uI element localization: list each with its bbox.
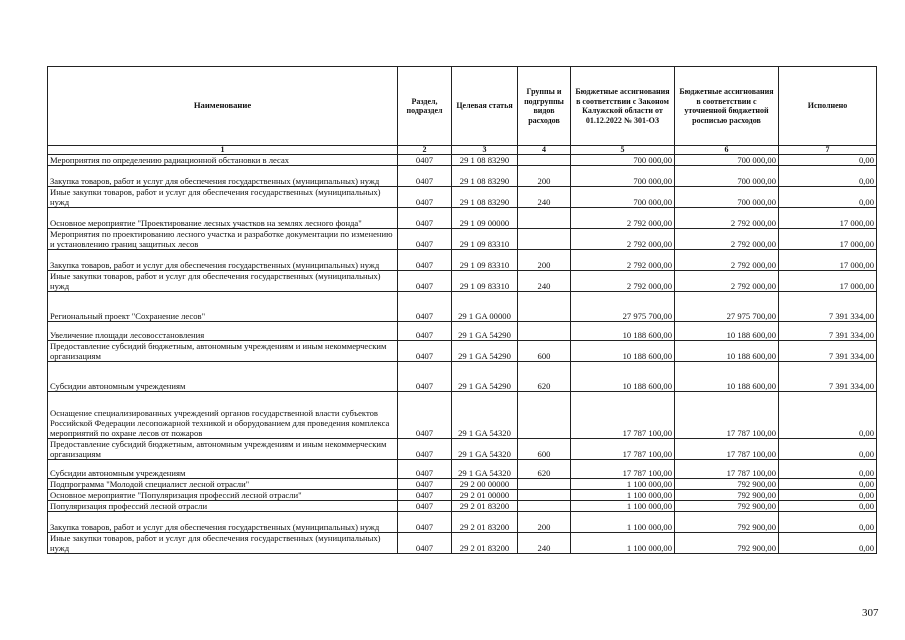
column-number: 5 (571, 146, 675, 155)
row-group (518, 208, 571, 229)
row-law-amount: 2 792 000,00 (571, 250, 675, 271)
header-section: Раздел, подраздел (398, 67, 452, 146)
row-schedule-amount: 792 900,00 (675, 501, 779, 512)
row-group (518, 501, 571, 512)
table-row (48, 166, 877, 187)
row-group: 620 (518, 362, 571, 392)
table-row (48, 155, 877, 166)
row-article: 29 1 GA 54290 (452, 322, 518, 341)
row-name: Оснащение специализированных учреждений органов государственной власти субъектов Российской Федерации лесопожарной техникой и оборудованием для проведения комплекса мероприятий по охране лесов от пожаров (48, 392, 398, 439)
table-row (48, 490, 877, 501)
row-section: 0407 (398, 292, 452, 322)
table-row (48, 292, 877, 322)
row-law-amount: 1 100 000,00 (571, 512, 675, 533)
row-section: 0407 (398, 362, 452, 392)
row-section: 0407 (398, 187, 452, 208)
row-law-amount: 2 792 000,00 (571, 271, 675, 292)
row-article: 29 1 09 00000 (452, 208, 518, 229)
row-article: 29 1 08 83290 (452, 166, 518, 187)
page-number: 307 (862, 607, 879, 619)
row-law-amount: 700 000,00 (571, 155, 675, 166)
row-name: Иные закупки товаров, работ и услуг для обеспечения государственных (муниципальных) нужд (48, 187, 398, 208)
row-schedule-amount: 2 792 000,00 (675, 208, 779, 229)
row-article: 29 1 08 83290 (452, 187, 518, 208)
row-law-amount: 10 188 600,00 (571, 322, 675, 341)
row-law-amount: 17 787 100,00 (571, 460, 675, 479)
row-article: 29 2 01 83200 (452, 512, 518, 533)
column-number: 1 (48, 146, 398, 155)
row-executed-amount: 17 000,00 (779, 250, 877, 271)
header-article: Целевая статья (452, 67, 518, 146)
row-executed-amount: 0,00 (779, 479, 877, 490)
table-row (48, 501, 877, 512)
table-row (48, 187, 877, 208)
row-schedule-amount: 10 188 600,00 (675, 322, 779, 341)
row-group: 200 (518, 250, 571, 271)
row-section: 0407 (398, 533, 452, 554)
row-executed-amount: 0,00 (779, 512, 877, 533)
row-law-amount: 700 000,00 (571, 166, 675, 187)
row-executed-amount: 0,00 (779, 501, 877, 512)
row-article: 29 2 01 83200 (452, 501, 518, 512)
row-executed-amount: 17 000,00 (779, 229, 877, 250)
row-executed-amount: 7 391 334,00 (779, 292, 877, 322)
table-row (48, 250, 877, 271)
header-executed: Исполнено (779, 67, 877, 146)
row-executed-amount: 0,00 (779, 166, 877, 187)
row-group: 620 (518, 460, 571, 479)
row-schedule-amount: 792 900,00 (675, 479, 779, 490)
column-number-row (48, 146, 877, 155)
row-section: 0407 (398, 490, 452, 501)
row-executed-amount: 0,00 (779, 533, 877, 554)
row-law-amount: 1 100 000,00 (571, 479, 675, 490)
row-section: 0407 (398, 392, 452, 439)
column-number: 7 (779, 146, 877, 155)
row-article: 29 1 09 83310 (452, 271, 518, 292)
row-name: Основное мероприятие "Популяризация профессий лесной отрасли" (48, 490, 398, 501)
budget-table (47, 66, 877, 554)
row-group (518, 479, 571, 490)
row-schedule-amount: 700 000,00 (675, 187, 779, 208)
row-article: 29 1 GA 54320 (452, 392, 518, 439)
row-law-amount: 2 792 000,00 (571, 229, 675, 250)
row-executed-amount: 17 000,00 (779, 271, 877, 292)
row-group (518, 490, 571, 501)
row-name: Предоставление субсидий бюджетным, автономным учреждениям и иным некоммерческим организациям (48, 439, 398, 460)
row-article: 29 2 01 83200 (452, 533, 518, 554)
row-schedule-amount: 700 000,00 (675, 166, 779, 187)
row-name: Субсидии автономным учреждениям (48, 460, 398, 479)
row-section: 0407 (398, 512, 452, 533)
row-executed-amount: 0,00 (779, 155, 877, 166)
row-schedule-amount: 17 787 100,00 (675, 439, 779, 460)
row-law-amount: 17 787 100,00 (571, 439, 675, 460)
row-executed-amount: 17 000,00 (779, 208, 877, 229)
row-name: Закупка товаров, работ и услуг для обеспечения государственных (муниципальных) нужд (48, 166, 398, 187)
table-row (48, 479, 877, 490)
row-law-amount: 27 975 700,00 (571, 292, 675, 322)
row-article: 29 2 00 00000 (452, 479, 518, 490)
row-section: 0407 (398, 439, 452, 460)
row-article: 29 1 09 83310 (452, 250, 518, 271)
table-row (48, 460, 877, 479)
row-executed-amount: 7 391 334,00 (779, 341, 877, 362)
row-group: 240 (518, 271, 571, 292)
row-group: 240 (518, 533, 571, 554)
row-law-amount: 2 792 000,00 (571, 208, 675, 229)
row-section: 0407 (398, 208, 452, 229)
row-law-amount: 17 787 100,00 (571, 392, 675, 439)
row-section: 0407 (398, 166, 452, 187)
row-name: Закупка товаров, работ и услуг для обеспечения государственных (муниципальных) нужд (48, 250, 398, 271)
row-schedule-amount: 10 188 600,00 (675, 341, 779, 362)
table-row (48, 271, 877, 292)
table-row (48, 392, 877, 439)
row-law-amount: 1 100 000,00 (571, 490, 675, 501)
row-group: 200 (518, 166, 571, 187)
row-executed-amount: 7 391 334,00 (779, 362, 877, 392)
row-name: Субсидии автономным учреждениям (48, 362, 398, 392)
row-schedule-amount: 17 787 100,00 (675, 460, 779, 479)
header-name: Наименование (48, 67, 398, 146)
row-section: 0407 (398, 460, 452, 479)
row-group (518, 392, 571, 439)
row-name: Закупка товаров, работ и услуг для обеспечения государственных (муниципальных) нужд (48, 512, 398, 533)
row-article: 29 1 GA 54320 (452, 460, 518, 479)
row-group (518, 155, 571, 166)
row-schedule-amount: 792 900,00 (675, 512, 779, 533)
row-group: 240 (518, 187, 571, 208)
row-section: 0407 (398, 271, 452, 292)
row-name: Подпрограмма "Молодой специалист лесной отрасли" (48, 479, 398, 490)
table-row (48, 322, 877, 341)
row-schedule-amount: 17 787 100,00 (675, 392, 779, 439)
header-groups: Группы и подгруппы видов расходов (518, 67, 571, 146)
row-law-amount: 1 100 000,00 (571, 501, 675, 512)
row-article: 29 1 GA 54290 (452, 362, 518, 392)
row-section: 0407 (398, 322, 452, 341)
row-executed-amount: 0,00 (779, 439, 877, 460)
row-section: 0407 (398, 229, 452, 250)
row-section: 0407 (398, 341, 452, 362)
row-schedule-amount: 2 792 000,00 (675, 250, 779, 271)
row-article: 29 1 GA 00000 (452, 292, 518, 322)
row-name: Популяризация профессий лесной отрасли (48, 501, 398, 512)
column-number: 4 (518, 146, 571, 155)
row-group (518, 229, 571, 250)
header-law: Бюджетные ассигнования в соответствии с Законом Калужской области от 01.12.2022 № 301-ОЗ (571, 67, 675, 146)
table-row (48, 229, 877, 250)
row-name: Иные закупки товаров, работ и услуг для обеспечения государственных (муниципальных) нужд (48, 271, 398, 292)
row-law-amount: 10 188 600,00 (571, 362, 675, 392)
row-executed-amount: 0,00 (779, 187, 877, 208)
row-executed-amount: 0,00 (779, 460, 877, 479)
row-group: 600 (518, 439, 571, 460)
row-article: 29 1 GA 54290 (452, 341, 518, 362)
column-number: 2 (398, 146, 452, 155)
row-schedule-amount: 792 900,00 (675, 490, 779, 501)
row-schedule-amount: 10 188 600,00 (675, 362, 779, 392)
row-schedule-amount: 27 975 700,00 (675, 292, 779, 322)
row-group (518, 292, 571, 322)
row-section: 0407 (398, 250, 452, 271)
row-schedule-amount: 700 000,00 (675, 155, 779, 166)
table-row (48, 341, 877, 362)
row-law-amount: 10 188 600,00 (571, 341, 675, 362)
header-schedule: Бюджетные ассигнования в соответствии с уточненной бюджетной росписью расходов (675, 67, 779, 146)
row-law-amount: 700 000,00 (571, 187, 675, 208)
row-group (518, 322, 571, 341)
row-group: 600 (518, 341, 571, 362)
row-group: 200 (518, 512, 571, 533)
row-article: 29 1 08 83290 (452, 155, 518, 166)
row-name: Иные закупки товаров, работ и услуг для обеспечения государственных (муниципальных) нужд (48, 533, 398, 554)
row-name: Основное мероприятие "Проектирование лесных участков на землях лесного фонда" (48, 208, 398, 229)
row-executed-amount: 0,00 (779, 490, 877, 501)
row-article: 29 1 GA 54320 (452, 439, 518, 460)
row-article: 29 1 09 83310 (452, 229, 518, 250)
row-law-amount: 1 100 000,00 (571, 533, 675, 554)
column-number: 6 (675, 146, 779, 155)
row-schedule-amount: 2 792 000,00 (675, 229, 779, 250)
row-executed-amount: 0,00 (779, 392, 877, 439)
row-article: 29 2 01 00000 (452, 490, 518, 501)
table-row (48, 362, 877, 392)
table-row (48, 512, 877, 533)
row-schedule-amount: 2 792 000,00 (675, 271, 779, 292)
row-name: Мероприятия по определению радиационной обстановки в лесах (48, 155, 398, 166)
row-section: 0407 (398, 155, 452, 166)
column-number: 3 (452, 146, 518, 155)
row-schedule-amount: 792 900,00 (675, 533, 779, 554)
row-name: Предоставление субсидий бюджетным, автономным учреждениям и иным некоммерческим организациям (48, 341, 398, 362)
row-executed-amount: 7 391 334,00 (779, 322, 877, 341)
table-row (48, 533, 877, 554)
row-section: 0407 (398, 479, 452, 490)
row-name: Увеличение площади лесовосстановления (48, 322, 398, 341)
header-row (48, 67, 877, 146)
table-row (48, 208, 877, 229)
row-section: 0407 (398, 501, 452, 512)
table-row (48, 439, 877, 460)
row-name: Мероприятия по проектированию лесного участка и разработке документации по изменению и установлению границ защитных лесов (48, 229, 398, 250)
row-name: Региональный проект "Сохранение лесов" (48, 292, 398, 322)
